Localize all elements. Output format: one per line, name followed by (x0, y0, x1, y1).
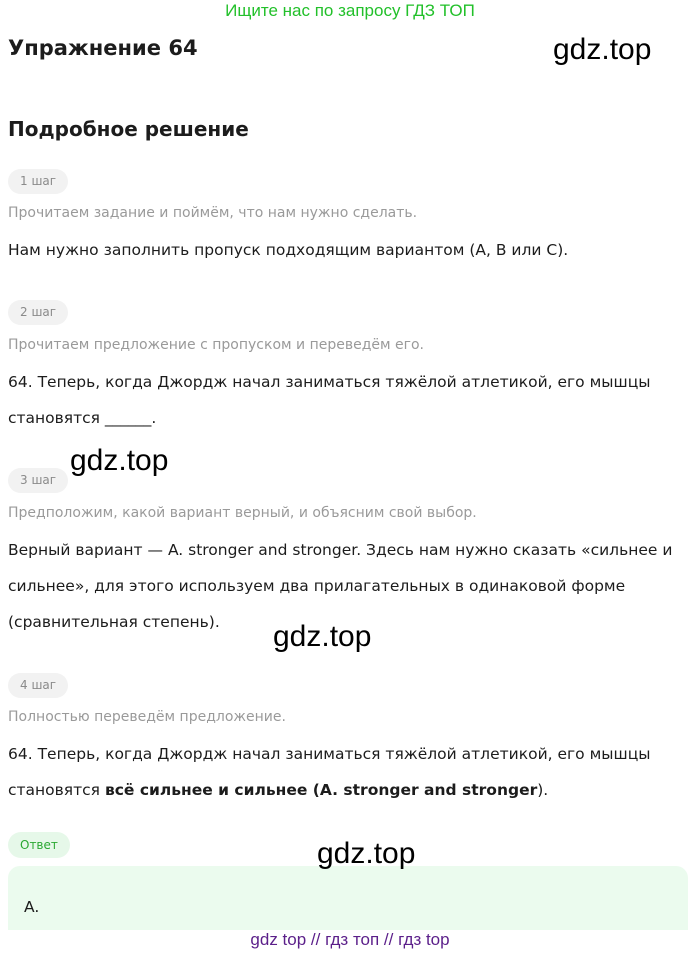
step-3-text: Верный вариант — A. stronger and stronger. Здесь нам нужно сказать «сильнее и сильнее», для этого используем два прилагательных в одинаковой форме (сравнительная степень). (8, 541, 673, 631)
answer-text: A. (24, 898, 40, 916)
section-title: Подробное решение (8, 117, 249, 141)
step-4-badge: 4 шаг (8, 673, 68, 698)
step-4-text-start: 64. Теперь, когда Джордж начал заниматься тяжёлой атлетикой, его мышцы становятся (8, 745, 651, 799)
step-2-text: 64. Теперь, когда Джордж начал заниматься тяжёлой атлетикой, его мышцы становятся ______. (8, 373, 651, 427)
step-2-hint: Прочитаем предложение с пропуском и переведём его. (8, 337, 424, 353)
step-4-text (8, 736, 690, 808)
step-1-badge: 1 шаг (8, 169, 68, 194)
step-1-text: Нам нужно заполнить пропуск подходящим вариантом (A, B или C). (8, 241, 569, 259)
step-4-hint: Полностью переведём предложение. (8, 709, 286, 725)
answer-box (8, 866, 688, 930)
page-title: Упражнение 64 (8, 36, 198, 60)
watermark: gdz.top (70, 444, 169, 477)
step-3-hint: Предположим, какой вариант верный, и объясним свой выбор. (8, 505, 477, 521)
step-1-hint: Прочитаем задание и поймём, что нам нужно сделать. (8, 205, 418, 221)
watermark: gdz.top (273, 620, 372, 653)
step-4-text-bold: всё сильнее и сильнее (A. stronger and stronger (104, 781, 538, 799)
watermark: gdz.top (317, 837, 416, 870)
watermark: gdz.top (553, 33, 652, 66)
step-3-badge: 3 шаг (8, 468, 68, 493)
search-banner: Ищите нас по запросу ГДЗ ТОП (225, 1, 475, 20)
footer-links[interactable]: gdz top // гдз топ // гдз top (250, 930, 450, 949)
step-2-badge: 2 шаг (8, 300, 68, 325)
step-4-text-end: ). (537, 781, 549, 799)
answer-badge: Ответ (8, 832, 70, 858)
